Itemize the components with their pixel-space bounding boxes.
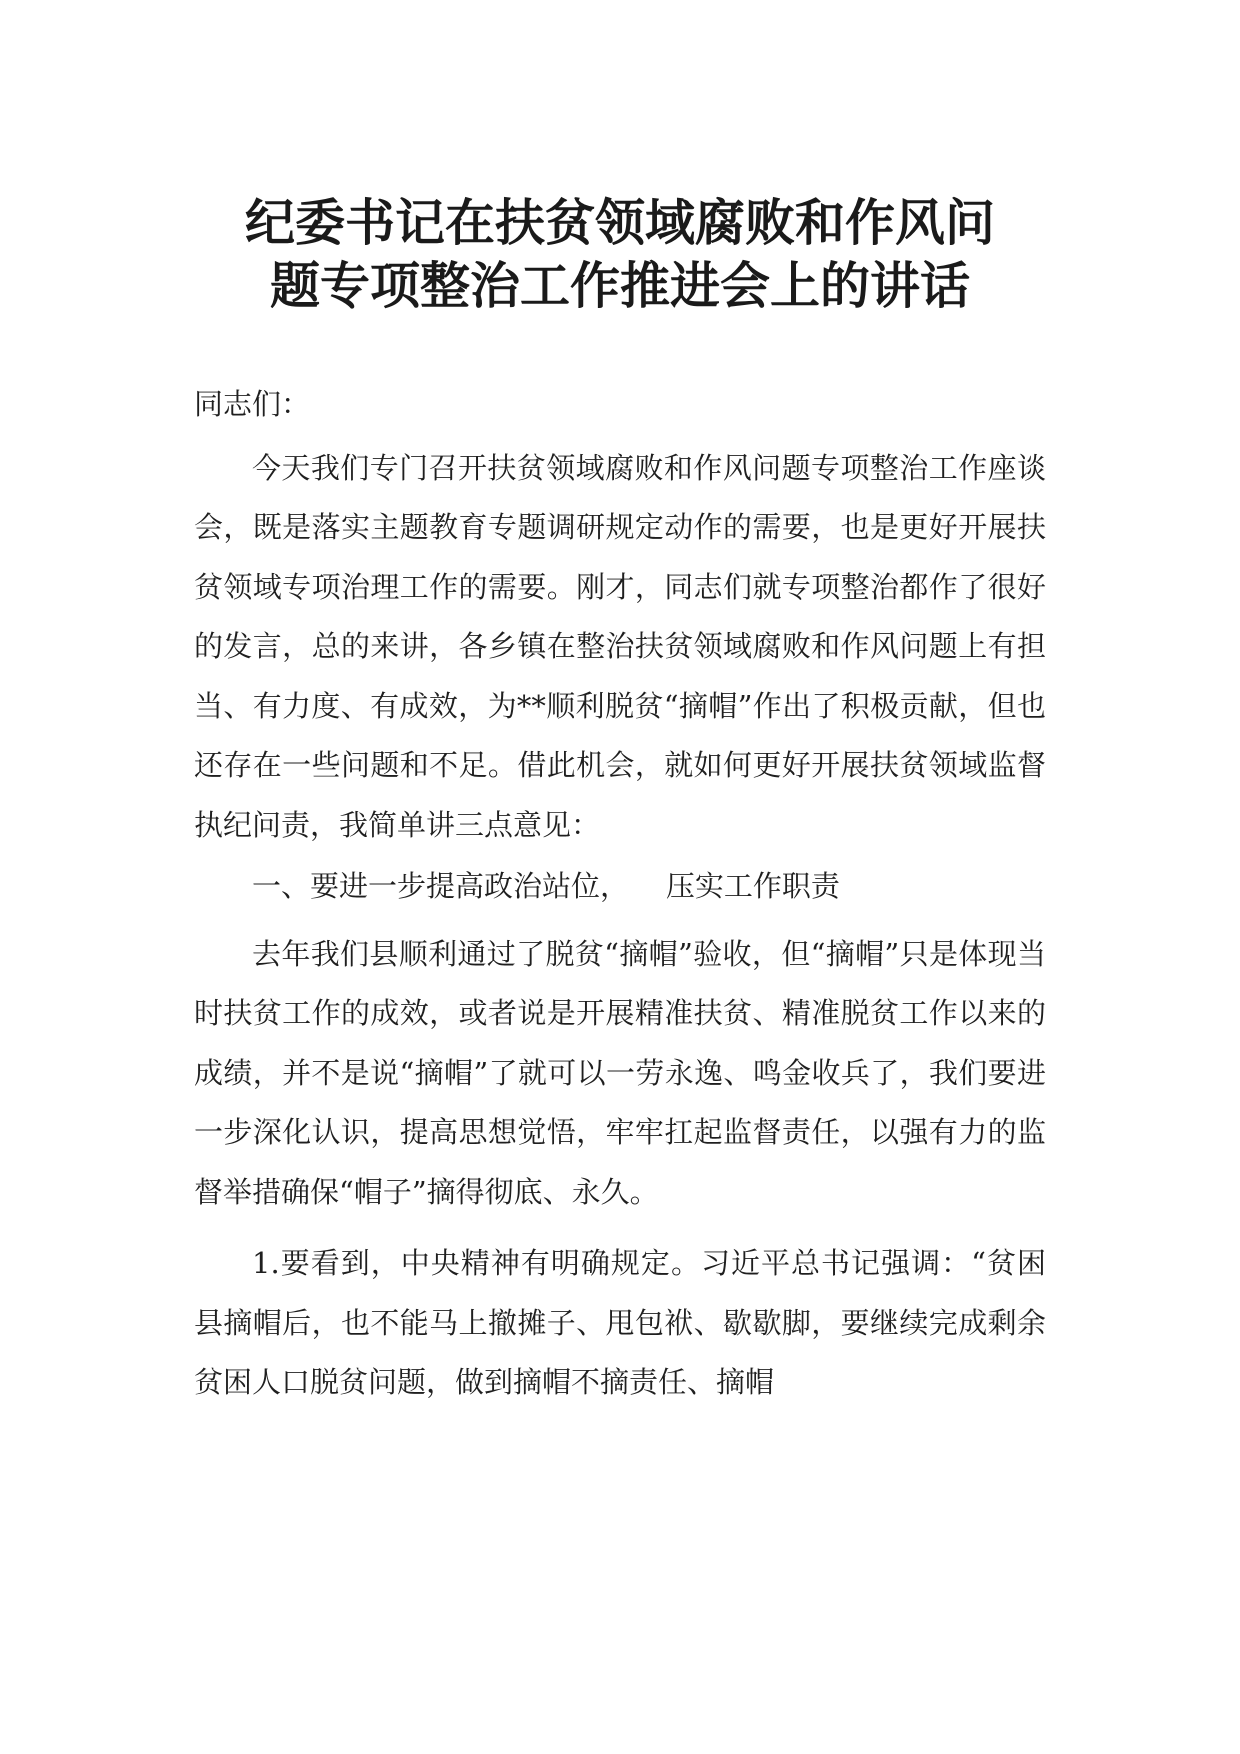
salutation: 同志们： (194, 387, 311, 421)
opening-paragraph: 今天我们专门召开扶贫领域腐败和作风问题专项整治工作座谈会，既是落实主题教育专题调研规定动作的需要，也是更好开展扶贫领域专项治理工作的需要。刚才，同志们就专项整治都作了很好的发言，总的来讲，各乡镇在整治扶贫领域腐败和作风问题上有担当、有力度、有成效，为**顺利脱贫“摘帽”作出了积极贡献，但也还存在一些问题和不足。借此机会，就如何更好开展扶贫领域监督执纪问责，我简单讲三点意见： (194, 450, 1046, 842)
body-paragraph-3: 1.要看到，中央精神有明确规定。习近平总书记强调：“贫困县摘帽后，也不能马上撤摊子、甩包袱、歇歇脚，要继续完成剩余贫困人口脱贫问题，做到摘帽不摘责任、摘帽 (194, 1246, 1046, 1399)
document-title-line-1: 纪委书记在扶贫领域腐败和作风问 (245, 194, 995, 252)
section-heading-1: 一、要进一步提高政治站位， 压实工作职责 (252, 869, 840, 903)
document-body (194, 375, 1046, 1413)
body-paragraph-2: 去年我们县顺利通过了脱贫“摘帽”验收，但“摘帽”只是体现当时扶贫工作的成效，或者说是开展精准扶贫、精准脱贫工作以来的成绩，并不是说“摘帽”了就可以一劳永逸、鸣金收兵了，我们要进一步深化认识，提高思想觉悟，牢牢扛起监督责任，以强有力的监督举措确保“帽子”摘得彻底、永久。 (194, 936, 1046, 1209)
document-title-line-2: 题专项整治工作推进会上的讲话 (270, 257, 970, 315)
